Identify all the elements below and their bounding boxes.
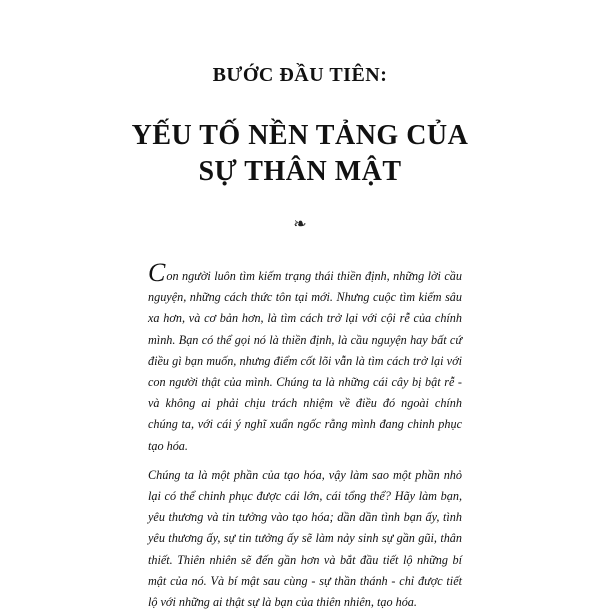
paragraph-1 bbox=[148, 258, 462, 457]
chapter-title-line-1: YẾU TỐ NỀN TẢNG CỦA bbox=[131, 120, 469, 151]
chapter-title bbox=[0, 118, 600, 190]
paragraph-2: Chúng ta là một phần của tạo hóa, vậy làm sao một phần nhỏ lại có thể chinh phục được cái lớn, cái tổng thể? Hãy làm bạn, yêu thương và tin tưởng vào tạo hóa; dần dần tình bạn ấy, tình yêu thương ấy, sự tin tưởng ấy sẽ làm nảy sinh sự gần gũi, thân thiết. Thiên nhiên sẽ đến gần hơn và bắt đầu tiết lộ những bí mật của nó. Và bí mật sau cùng - sự thần thánh - chỉ được tiết lộ với những ai thật sự là bạn của thiên nhiên, tạo hóa. bbox=[148, 467, 462, 610]
body-text bbox=[148, 258, 462, 613]
chapter-title-line-2: SỰ THÂN MẬT bbox=[198, 156, 402, 187]
drop-cap: C bbox=[148, 258, 166, 287]
chapter-label: BƯỚC ĐẦU TIÊN: bbox=[212, 64, 388, 86]
fleuron-ornament-icon: ❧ bbox=[293, 214, 307, 233]
paragraph-1-text: on người luôn tìm kiếm trạng thái thiền định, những lời cầu nguyện, những cách thức tôn tại mới. Nhưng cuộc tìm kiếm sâu xa hơn, và cơ bản hơn, là tìm cách trở lại với cội rễ của chính mình. Bạn có thể gọi nó là thiền định, là cầu nguyện hay bất cứ điều gì bạn muốn, nhưng điểm cốt lõi vẫn là tìm cách trở lại với con người thật của mình. Chúng ta là những cái cây bị bật rễ - và không ai phải chịu trách nhiệm về điều đó ngoài chính chúng ta, với cái ý nghĩ xuẩn ngốc rằng mình đang chinh phục tạo hóa. bbox=[148, 269, 462, 453]
